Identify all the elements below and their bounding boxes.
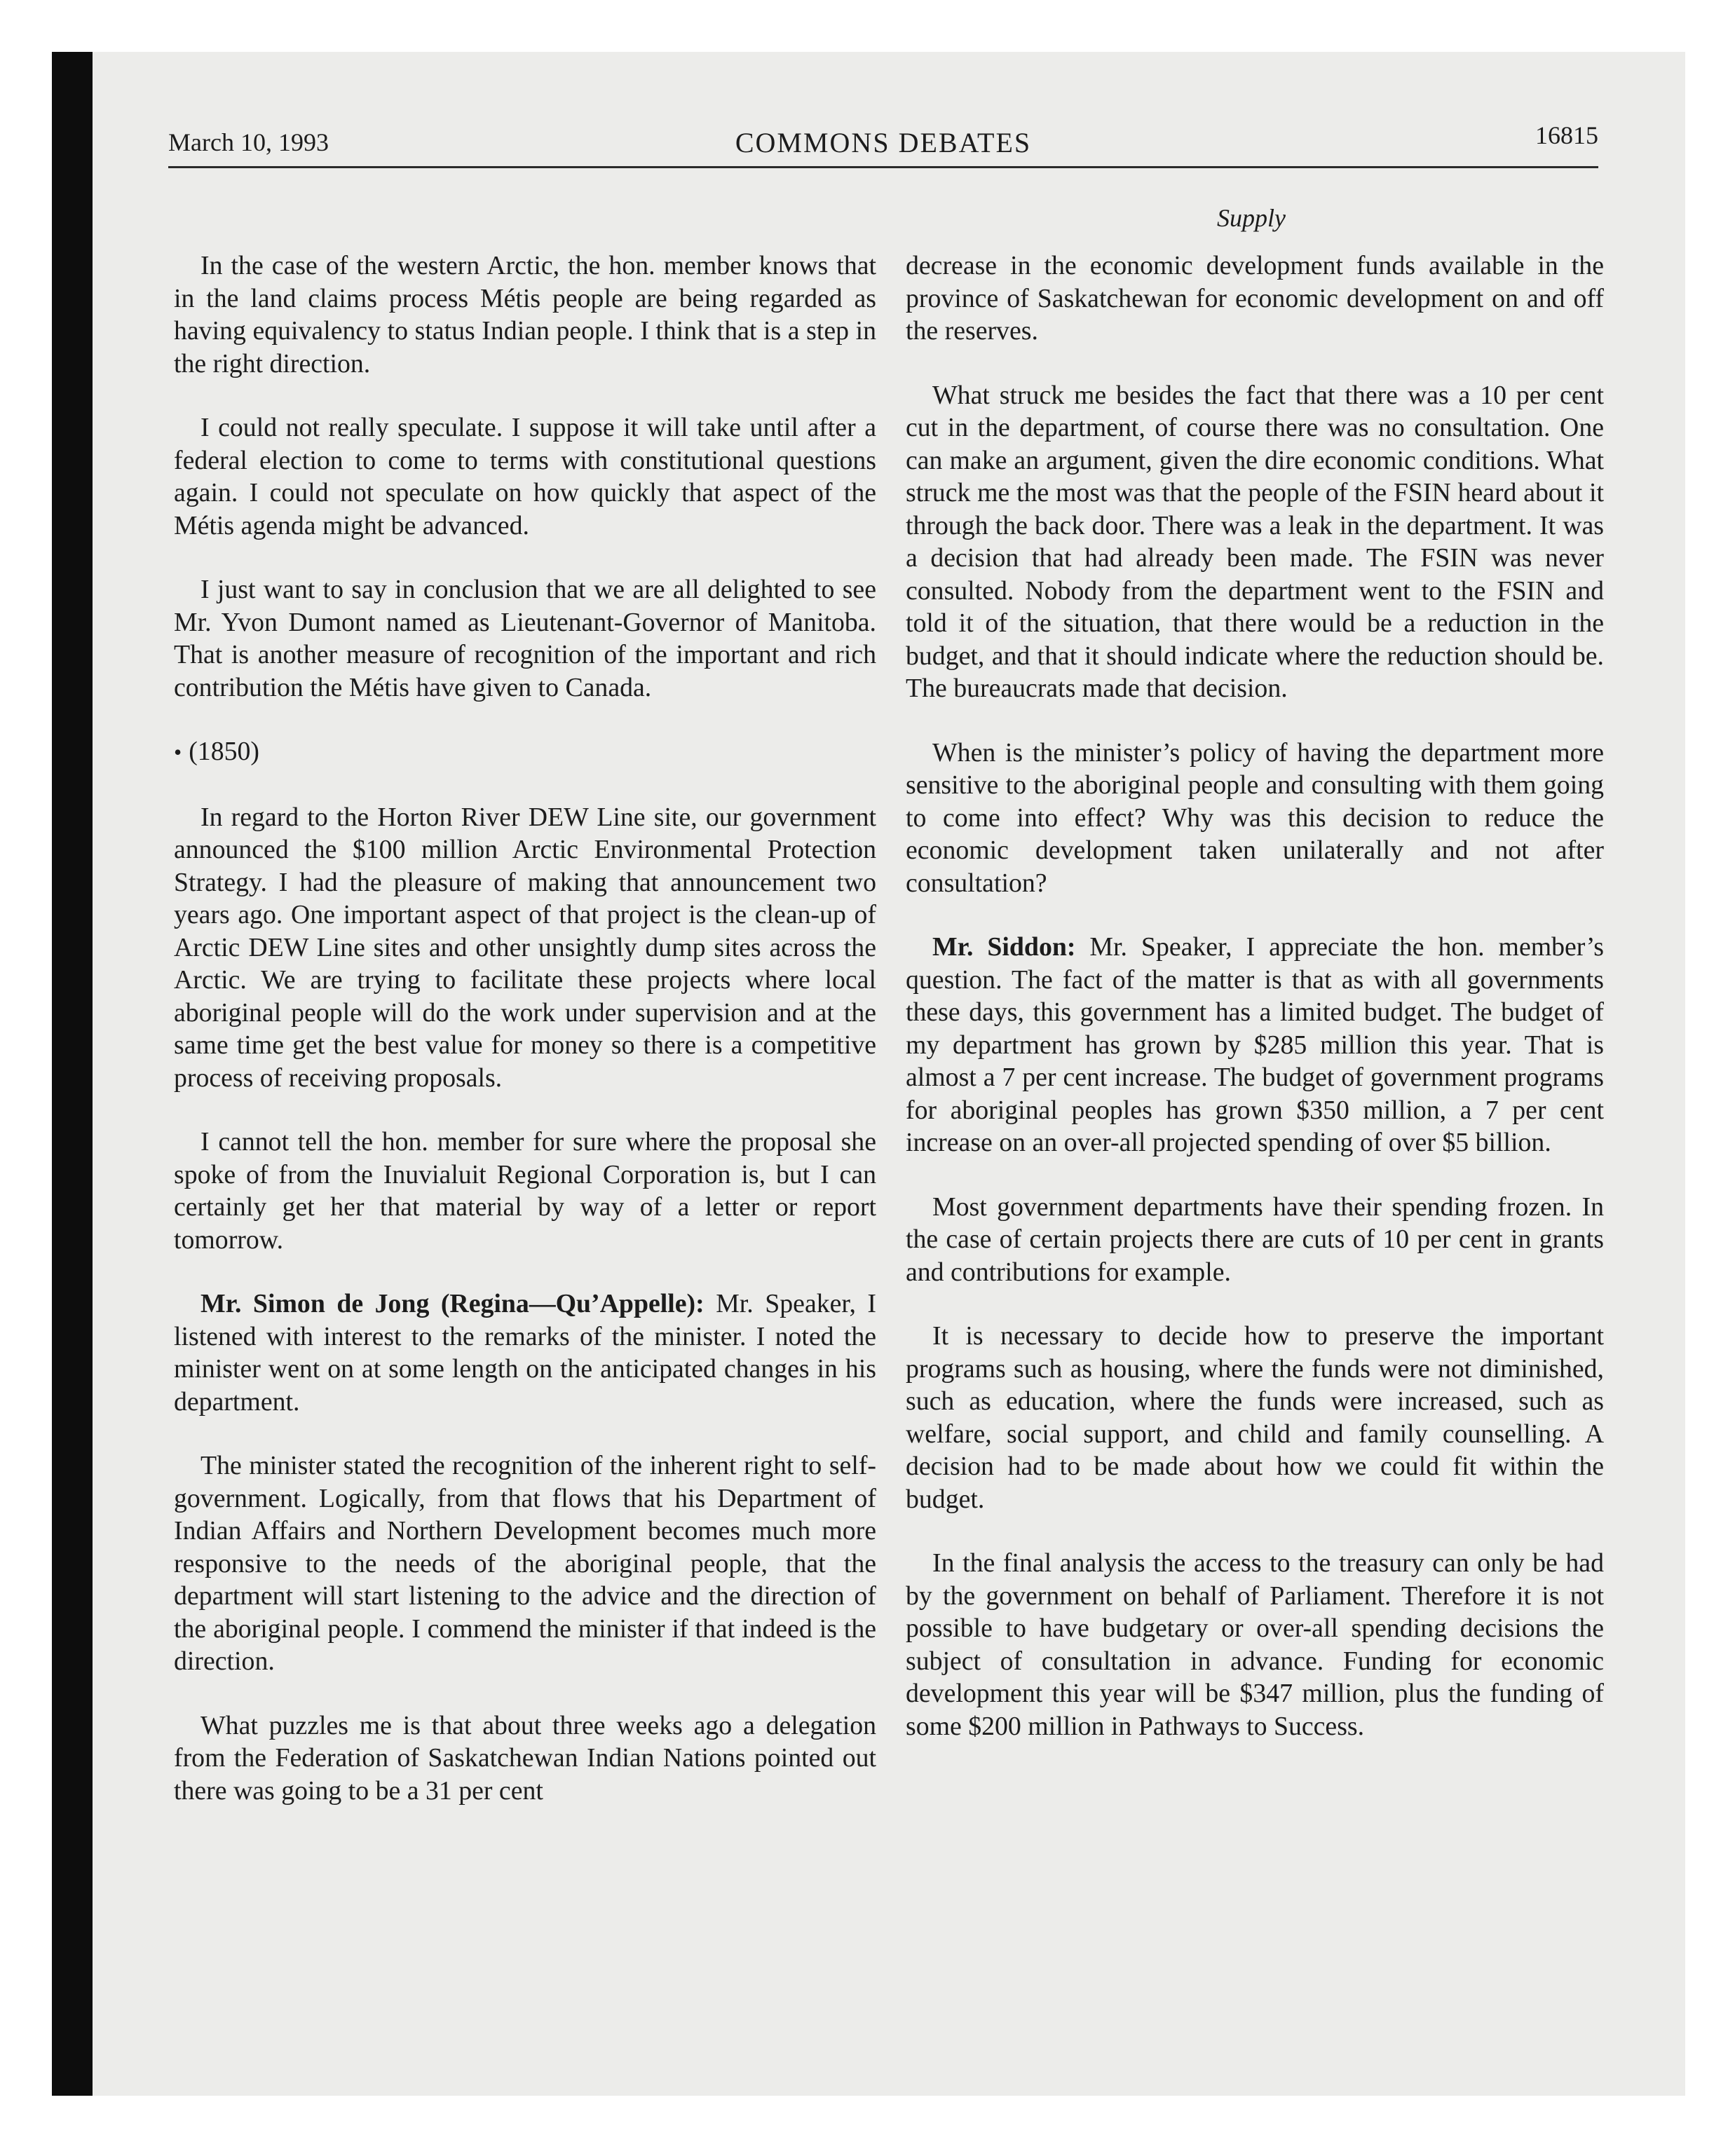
speech-text: Mr. Speaker, I listened with interest to the remarks of the minister. I noted the minister went on at some length on the anticipated changes in his department. [174,1289,876,1417]
paragraph: I cannot tell the hon. member for sure where the proposal she spoke of from the Inuvialuit Regional Corporation is, but I can certainly get her that material by way of a letter or report tomorrow. [174,1127,876,1255]
paragraph: I just want to say in conclusion that we are all delighted to see Mr. Yvon Dumont named as Lieutenant-Governor of Manitoba. That is another measure of recognition of the important and rich contribution the Métis have given to Canada. [174,575,876,702]
time-stamp-text: (1850) [189,737,259,766]
paragraph: The minister stated the recognition of the inherent right to self-government. Logically, from that flows that his Department of Indian Affairs and Northern Development becomes much more responsive to the needs of the aboriginal people, that the department will start listening to the advice and the direction of the aboriginal people. I commend the minister if that indeed is the direction. [174,1451,876,1676]
binding-shadow-edge [52,52,93,2096]
paragraph: It is necessary to decide how to preserve the important programs such as housing, where the funds were not diminished, such as education, where the funds were increased, such as welfare, social support, and child and family counselling. A decision had to be made about how we could fit within the budget. [906,1321,1604,1514]
left-column [174,250,876,1838]
header-rule [168,166,1598,168]
running-head [168,118,1598,168]
paragraph: What puzzles me is that about three weeks ago a delegation from the Federation of Saskatchewan Indian Nations pointed out there was going to be a 31 per cent [174,1710,876,1806]
paragraph: What struck me besides the fact that there was a 10 per cent cut in the department, of course there was no consultation. One can make an argument, given the dire economic conditions. What struck me the most was that the people of the FSIN heard about it through the back door. There was a leak in the department. It was a decision that had already been made. The FSIN was never consulted. Nobody from the department went to the FSIN and told it of the situation, that there would be a reduction in the budget, and that it should indicate where the reduction should be. The bureaucrats made that decision. [906,380,1604,703]
speech-paragraph [906,931,1604,1159]
speech-paragraph [174,1288,876,1418]
bullet-icon: • [174,739,182,765]
section-label: Supply [1217,204,1286,232]
paragraph: In the final analysis the access to the treasury can only be had by the government on behalf of Parliament. Therefore it is not possible to have budgetary or over-all spending decisions the subject of consultation in advance. Funding for economic development this year will be $347 million, plus the funding of some $200 million in Pathways to Success. [906,1548,1604,1741]
page-number: 16815 [1535,121,1598,149]
speaker-name: Mr. Siddon: [932,932,1076,962]
speaker-name: Mr. Simon de Jong (Regina—Qu’Appelle): [200,1289,705,1318]
paragraph: I could not really speculate. I suppose it will take until after a federal election to come to terms with constitutional questions again. I could not speculate on how quickly that aspect of the Métis agenda might be advanced. [174,413,876,540]
paragraph: Most government departments have their spending frozen. In the case of certain projects there are cuts of 10 per cent in grants and contributions for example. [906,1192,1604,1287]
paragraph: In the case of the western Arctic, the hon. member knows that in the land claims process Métis people are being regarded as having equivalency to status Indian people. I think that is a step in the right direction. [174,251,876,378]
paragraph: When is the minister’s policy of having the department more sensitive to the aboriginal people and consulting with them going to come into effect? Why was this decision to reduce the economic development taken unilaterally and not after consultation? [906,737,1604,898]
time-stamp [174,735,876,769]
header-date: March 10, 1993 [168,128,329,156]
right-column [906,250,1604,1774]
publication-title: COMMONS DEBATES [735,127,1032,158]
continued-paragraph: decrease in the economic development funds available in the province of Saskatchewan for economic development on and off the reserves. [906,251,1604,346]
paragraph: In regard to the Horton River DEW Line site, our government announced the $100 million Arctic Environmental Protection Strategy. I had the pleasure of making that announcement two years ago. One important aspect of that project is the clean-up of Arctic DEW Line sites and other unsightly dump sites across the Arctic. We are trying to facilitate these projects where local aboriginal people will do the work under supervision and at the same time get the best value for money so there is a competitive process of receiving proposals. [174,802,876,1093]
speech-text: Mr. Speaker, I appreciate the hon. member’s question. The fact of the matter is that as with all governments these days, this government has a limited budget. The budget of my department has grown by $285 million this year. That is almost a 7 per cent increase. The budget of government programs for aboriginal peoples has grown $350 million, a 7 per cent increase on an over-all projected spending of over $5 billion. [906,932,1605,1157]
